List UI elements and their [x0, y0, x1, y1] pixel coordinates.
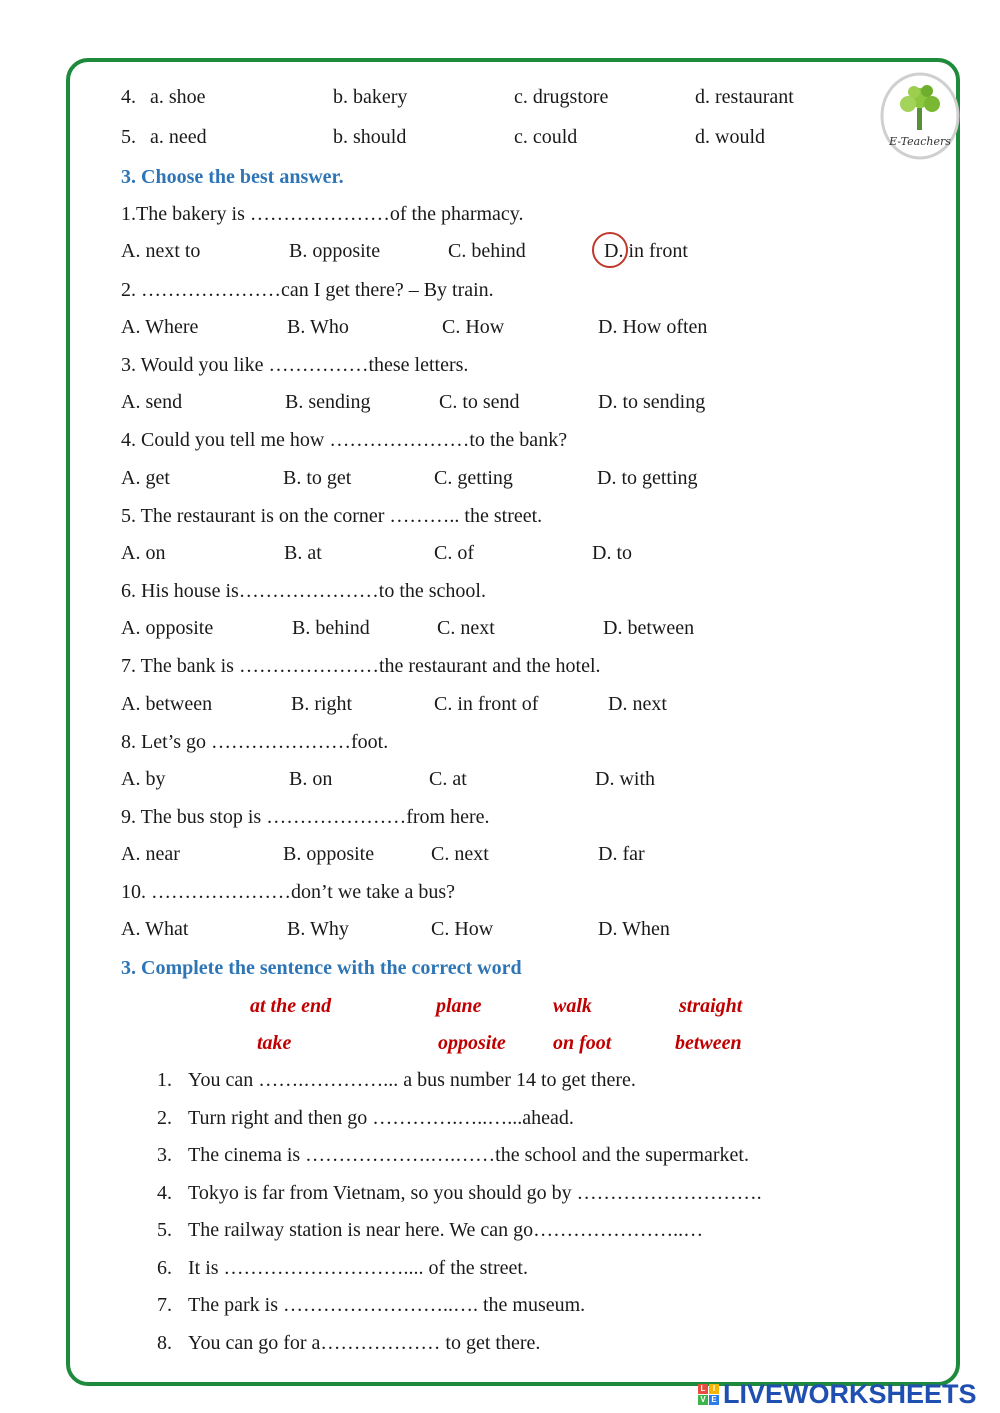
sentence-text[interactable]: The park is ……………………..…. the museum.: [188, 1294, 586, 1316]
option-a[interactable]: A. next to: [121, 240, 201, 262]
question-text: 3. Would you like ……………these letters.: [121, 354, 469, 376]
option-b[interactable]: B. right: [291, 693, 353, 715]
liveworksheets-wordmark: LIVEWORKSHEETS: [723, 1378, 977, 1409]
question-text: 8. Let’s go …………………foot.: [121, 731, 389, 753]
question-text: 10. …………………don’t we take a bus?: [121, 881, 456, 903]
question-text: 5. The restaurant is on the corner ……….. the street.: [121, 505, 543, 527]
option-b[interactable]: B. Why: [287, 918, 349, 940]
option-b[interactable]: B. at: [284, 542, 322, 564]
svg-text:E-Teachers: E-Teachers: [889, 135, 951, 148]
option-d[interactable]: D. far: [598, 843, 645, 865]
sentence-number: 6.: [157, 1257, 172, 1279]
word-bank-item: on foot: [553, 1032, 612, 1054]
sentence-number: 7.: [157, 1294, 172, 1316]
sentence-number: 5.: [157, 1219, 172, 1241]
section-title: 3. Complete the sentence with the correct word: [121, 957, 522, 979]
option-b[interactable]: B. behind: [292, 617, 370, 639]
question-text: 9. The bus stop is …………………from here.: [121, 806, 490, 828]
section-title: 3. Choose the best answer.: [121, 166, 344, 188]
liveworksheets-badge-icon: L I V E: [698, 1384, 719, 1405]
option-d[interactable]: D. When: [598, 918, 670, 940]
option-a[interactable]: A. What: [121, 918, 189, 940]
option-c[interactable]: C. of: [434, 542, 474, 564]
option-c[interactable]: C. next: [437, 617, 495, 639]
sentence-text[interactable]: Turn right and then go ………….…..…...ahead.: [188, 1107, 574, 1129]
option-a[interactable]: A. get: [121, 467, 170, 489]
word-bank-item: plane: [436, 995, 482, 1017]
sentence-text[interactable]: It is ……………………….... of the street.: [188, 1257, 528, 1279]
option-a[interactable]: A. opposite: [121, 617, 214, 639]
option-d[interactable]: D. How often: [598, 316, 708, 338]
option-d[interactable]: D. with: [595, 768, 655, 790]
option-d[interactable]: D. between: [603, 617, 695, 639]
word-bank-item: opposite: [438, 1032, 506, 1054]
option-d[interactable]: D. to sending: [598, 391, 706, 413]
word-bank-item: between: [675, 1032, 742, 1054]
word-bank-item: straight: [679, 995, 743, 1017]
option-a[interactable]: A. by: [121, 768, 166, 790]
option-d[interactable]: D. next: [608, 693, 667, 715]
option-c[interactable]: C. getting: [434, 467, 513, 489]
option-c[interactable]: C. at: [429, 768, 467, 790]
option-c[interactable]: C. How: [442, 316, 505, 338]
option-d[interactable]: D. in front: [604, 240, 688, 262]
option-b[interactable]: B. on: [289, 768, 333, 790]
e-teachers-logo: [880, 72, 960, 160]
sentence-text[interactable]: You can …….…………... a bus number 14 to get there.: [188, 1069, 636, 1091]
question-text: 2. …………………can I get there? – By train.: [121, 279, 494, 301]
option-c[interactable]: C. in front of: [434, 693, 539, 715]
sentence-number: 3.: [157, 1144, 172, 1166]
word-bank-item: walk: [553, 995, 592, 1017]
sentence-number: 2.: [157, 1107, 172, 1129]
option-b[interactable]: B. opposite: [283, 843, 375, 865]
sentence-number: 8.: [157, 1332, 172, 1354]
option-d[interactable]: D. to getting: [597, 467, 698, 489]
sentence-text[interactable]: The railway station is near here. We can go…………………..…: [188, 1219, 704, 1241]
liveworksheets-logo: [698, 1378, 977, 1410]
word-bank-item: at the end: [250, 995, 332, 1017]
option-d[interactable]: D. to: [592, 542, 632, 564]
option-c[interactable]: C. How: [431, 918, 494, 940]
option-a[interactable]: A. send: [121, 391, 183, 413]
question-text: 6. His house is…………………to the school.: [121, 580, 486, 602]
option-b[interactable]: B. to get: [283, 467, 352, 489]
sentence-text[interactable]: The cinema is ……………….….……the school and the supermarket.: [188, 1144, 749, 1166]
option-c[interactable]: C. behind: [448, 240, 526, 262]
sentence-number: 1.: [157, 1069, 172, 1091]
option-c[interactable]: C. to send: [439, 391, 520, 413]
word-bank-item: take: [257, 1032, 292, 1054]
option-c[interactable]: C. next: [431, 843, 489, 865]
sentence-text[interactable]: You can go for a……………… to get there.: [188, 1332, 541, 1354]
question-text: 1.The bakery is …………………of the pharmacy.: [121, 203, 524, 225]
option-a[interactable]: A. between: [121, 693, 213, 715]
answer-circle-mark: [592, 232, 628, 268]
option-b[interactable]: B. sending: [285, 391, 371, 413]
option-b[interactable]: B. Who: [287, 316, 349, 338]
option-b[interactable]: B. opposite: [289, 240, 381, 262]
sentence-text[interactable]: Tokyo is far from Vietnam, so you should go by ……………………….: [188, 1182, 762, 1204]
option-a[interactable]: A. on: [121, 542, 166, 564]
question-text: 4. Could you tell me how …………………to the bank?: [121, 429, 568, 451]
sentence-number: 4.: [157, 1182, 172, 1204]
option-a[interactable]: A. Where: [121, 316, 199, 338]
option-a[interactable]: A. near: [121, 843, 180, 865]
question-text: 7. The bank is …………………the restaurant and the hotel.: [121, 655, 601, 677]
